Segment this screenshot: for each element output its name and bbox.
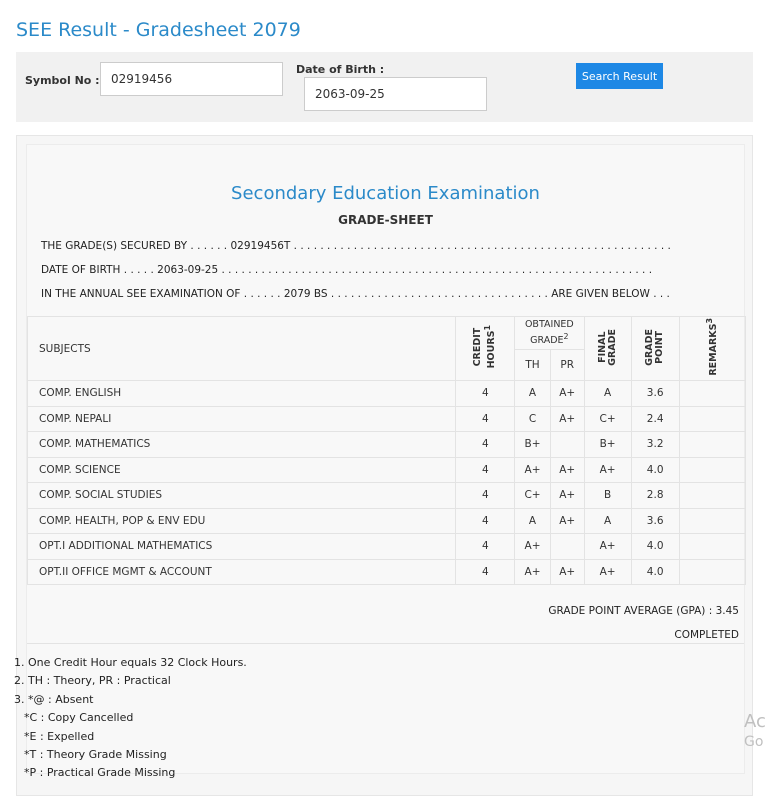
header-th: TH [515,350,551,381]
final-grade-cell: A [584,381,631,407]
credit-cell: 4 [456,559,515,585]
credit-cell: 4 [456,381,515,407]
pr-grade-cell [550,534,584,560]
exam-year-line: IN THE ANNUAL SEE EXAMINATION OF . . . . . . 2079 BS . . . . . . . . . . . . . . . . . . . . . . . . . . . . . . . . . ARE GIVEN BELOW . . . [41,288,670,300]
subject-cell: OPT.II OFFICE MGMT & ACCOUNT [28,559,456,585]
final-grade-cell: B+ [584,432,631,458]
subject-cell: COMP. ENGLISH [28,381,456,407]
subject-cell: COMP. HEALTH, POP & ENV EDU [28,508,456,534]
th-grade-cell: A [515,508,551,534]
th-grade-cell: C [515,406,551,432]
table-row [28,508,746,534]
grade-point-cell: 3.2 [631,432,679,458]
footnote: *C : Copy Cancelled [24,711,134,725]
pr-grade-cell: A+ [550,559,584,585]
remarks-cell [679,559,745,585]
table-row [28,457,746,483]
footnote: *P : Practical Grade Missing [24,766,176,780]
final-grade-cell: A+ [584,457,631,483]
secured-by-line: THE GRADE(S) SECURED BY . . . . . . 02919456T . . . . . . . . . . . . . . . . . . . . . . . . . . . . . . . . . . . . . . . . . . . . . . . . . . . . . . . . . [41,240,671,252]
th-grade-cell: A+ [515,534,551,560]
credit-cell: 4 [456,406,515,432]
header-obtained-grade: OBTAINED GRADE$^2$ [515,317,584,350]
grade-point-cell: 4.0 [631,457,679,483]
credit-cell: 4 [456,508,515,534]
header-remarks: REMARKS$^3$ [679,317,745,381]
credit-cell: 4 [456,483,515,509]
footnote: 1. One Credit Hour equals 32 Clock Hours. [14,656,247,669]
subject-cell: COMP. MATHEMATICS [28,432,456,458]
result-status: COMPLETED [674,629,739,641]
exam-title: Secondary Education Examination [231,183,540,204]
remarks-cell [679,381,745,407]
th-grade-cell: B+ [515,432,551,458]
dob-line: DATE OF BIRTH . . . . . 2063-09-25 . . . . . . . . . . . . . . . . . . . . . . . . . . . . . . . . . . . . . . . . . . . . . . . . . . . . . . . . . . . . . . . . . [41,264,653,276]
divider [27,643,744,644]
final-grade-cell: B [584,483,631,509]
table-row [28,534,746,560]
grade-point-cell: 3.6 [631,381,679,407]
th-grade-cell: A+ [515,457,551,483]
search-result-button[interactable]: Search Result [576,63,663,89]
gpa-summary: GRADE POINT AVERAGE (GPA) : 3.45 [548,605,739,617]
footnote: *E : Expelled [24,729,95,743]
header-subjects: SUBJECTS [28,317,456,381]
dob-label: Date of Birth : [296,63,385,76]
grade-point-cell: 4.0 [631,534,679,560]
pr-grade-cell: A+ [550,508,584,534]
final-grade-cell: C+ [584,406,631,432]
remarks-cell [679,432,745,458]
table-row [28,432,746,458]
footnote: *T : Theory Grade Missing [24,748,167,762]
th-grade-cell: A+ [515,559,551,585]
remarks-cell [679,483,745,509]
grade-point-cell: 2.4 [631,406,679,432]
footnote: 2. TH : Theory, PR : Practical [14,674,171,688]
subject-cell: COMP. SOCIAL STUDIES [28,483,456,509]
table-row [28,381,746,407]
table-row [28,483,746,509]
gradesheet-heading: GRADE-SHEET [338,213,433,227]
header-pr: PR [550,350,584,381]
activation-watermark: Ac Go [744,711,766,750]
header-grade-point: GRADE POINT [631,317,679,381]
remarks-cell [679,406,745,432]
subject-cell: OPT.I ADDITIONAL MATHEMATICS [28,534,456,560]
grade-point-cell: 2.8 [631,483,679,509]
subject-cell: COMP. NEPALI [28,406,456,432]
th-grade-cell: C+ [515,483,551,509]
footnote: 3. *@ : Absent [14,692,94,706]
header-credit-hours: CREDIT HOURS$^1$ [456,317,515,381]
table-row [28,406,746,432]
symbol-input[interactable] [100,62,283,96]
final-grade-cell: A+ [584,534,631,560]
dob-input[interactable] [304,77,487,111]
credit-cell: 4 [456,432,515,458]
pr-grade-cell: A+ [550,457,584,483]
header-final-grade: FINAL GRADE [584,317,631,381]
remarks-cell [679,457,745,483]
pr-grade-cell: A+ [550,406,584,432]
subject-cell: COMP. SCIENCE [28,457,456,483]
final-grade-cell: A [584,508,631,534]
th-grade-cell: A [515,381,551,407]
pr-grade-cell: A+ [550,381,584,407]
footnotes [14,654,247,783]
search-panel [16,52,753,122]
remarks-cell [679,508,745,534]
grade-point-cell: 3.6 [631,508,679,534]
credit-cell: 4 [456,457,515,483]
pr-grade-cell: A+ [550,483,584,509]
grades-table [27,316,746,585]
grade-point-cell: 4.0 [631,559,679,585]
final-grade-cell: A+ [584,559,631,585]
symbol-label: Symbol No : [25,74,100,87]
pr-grade-cell [550,432,584,458]
credit-cell: 4 [456,534,515,560]
page-title: SEE Result - Gradesheet 2079 [16,19,301,41]
table-row [28,559,746,585]
remarks-cell [679,534,745,560]
